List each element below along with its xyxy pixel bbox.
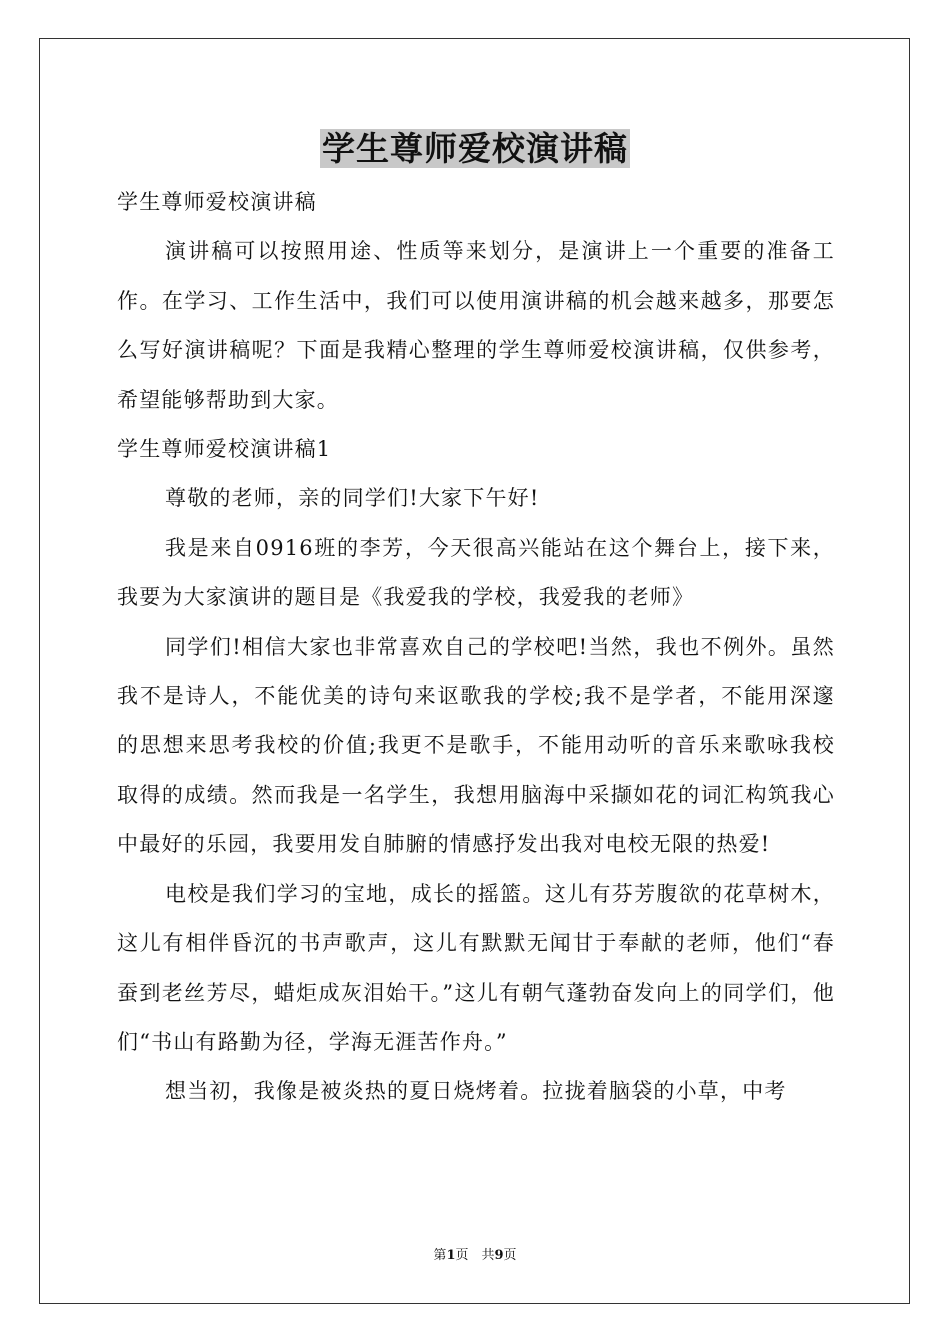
- footer-page-prefix: 第: [433, 1248, 447, 1263]
- section-heading: 学生尊师爱校演讲稿: [117, 190, 317, 214]
- body-paragraph: 电校是我们学习的宝地，成长的摇篮。这儿有芬芳腹欲的花草树木，这儿有相伴昏沉的书声歌声，这儿有默默无闻甘于奉献的老师，他们“春蚕到老丝芳尽，蜡炬成灰泪始干。”这儿有朝气蓬勃奋发向上的同学们，他们“书山有路勤为径，学海无涯苦作舟。”: [117, 881, 835, 1054]
- footer-total-pages: 9: [494, 1248, 504, 1263]
- footer-current-page: 1: [446, 1248, 456, 1263]
- page-footer: [0, 1247, 950, 1265]
- section-heading: 学生尊师爱校演讲稿1: [117, 437, 332, 462]
- document-title-text: 学生尊师爱校演讲稿: [322, 129, 628, 168]
- body-paragraph: 尊敬的老师，亲的同学们!大家下午好!: [165, 486, 540, 511]
- body-paragraph: 演讲稿可以按照用途、性质等来划分，是演讲上一个重要的准备工作。在学习、工作生活中，我们可以使用演讲稿的机会越来越多，那要怎么写好演讲稿呢？下面是我精心整理的学生尊师爱校演讲稿，仅供参考，希望能够帮助到大家。: [117, 239, 835, 412]
- document-title: [0, 127, 950, 171]
- body-paragraph: 我是来自0916班的李芳，今天很高兴能站在这个舞台上，接下来，我要为大家演讲的题目是《我爱我的学校，我爱我的老师》: [117, 535, 835, 610]
- footer-page-mid: 页 共: [455, 1248, 495, 1263]
- document-body: [117, 178, 835, 1117]
- body-paragraph: 同学们!相信大家也非常喜欢自己的学校吧!当然，我也不例外。虽然我不是诗人，不能优美的诗句来讴歌我的学校;我不是学者，不能用深邃的思想来思考我校的价值;我更不是歌手，不能用动听的音乐来歌咏我校取得的成绩。然而我是一名学生，我想用脑海中采撷如花的词汇构筑我心中最好的乐园，我要用发自肺腑的情感抒发出我对电校无限的热爱!: [117, 634, 835, 857]
- footer-page-suffix: 页: [503, 1248, 517, 1263]
- body-paragraph: 想当初，我像是被炎热的夏日烧烤着。拉拢着脑袋的小草，中考: [165, 1079, 787, 1104]
